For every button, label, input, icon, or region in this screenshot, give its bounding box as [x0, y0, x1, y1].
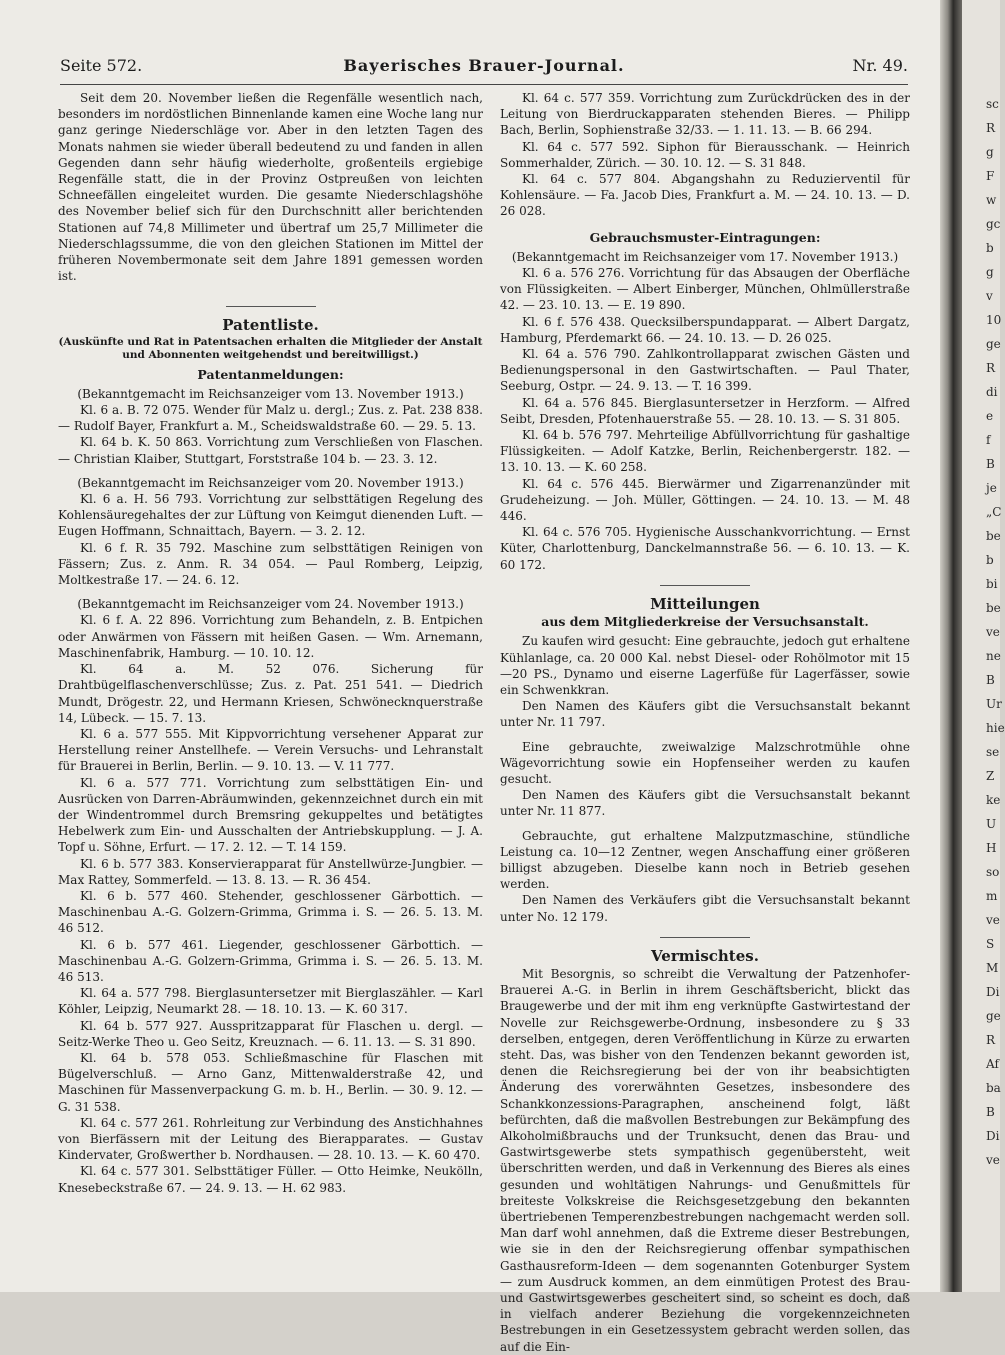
patent-entry: Kl. 64 a. M. 52 076. Sicherung für Drahtbügelflaschenverschlüsse; Zus. z. Pat. 251 541. — Diedrich Mundt, Drögestr. 22, und Hermann Kriesen, Schwönecknquerstraße 14, Lübeck. — 15. 7. 13. [58, 662, 483, 725]
adjacent-page-fragment: g [986, 145, 994, 159]
patent-entry: Kl. 64 c. 577 301. Selbsttätiger Füller. — Otto Heimke, Neukölln, Knesebeckstraße 67. — 24. 9. 13. — H. 62 983. [58, 1164, 483, 1195]
adjacent-page-fragment: ge [986, 1009, 1001, 1023]
adjacent-page-fragment: Af [986, 1057, 999, 1071]
adjacent-page-fragment: w [986, 193, 997, 207]
patent-entry: Kl. 64 b. 577 927. Ausspritzapparat für Flaschen u. dergl. — Seitz-Werke Theo u. Geo Seitz, Kreuznach. — 6. 11. 13. — S. 31 890. [58, 1018, 483, 1049]
adjacent-page-fragment: B [986, 673, 995, 687]
adjacent-page-fragment: f [986, 433, 991, 447]
book-gutter [940, 0, 962, 1292]
utility-model-entry: Kl. 64 c. 576 445. Bierwärmer und Zigarrenanzünder mit Grudeheizung. — Joh. Müller, Göttingen. — 24. 10. 13. — M. 48 446. [500, 476, 910, 524]
announcement-paragraph: Eine gebrauchte, zweiwalzige Malzschrotmühle ohne Wägevorrichtung sowie ein Hopfenseiher werden zu kaufen gesucht. [500, 739, 910, 786]
adjacent-page-fragment: b [986, 553, 994, 567]
utility-model-entry: Kl. 6 a. 576 276. Vorrichtung für das Absaugen der Oberfläche von Flüssigkeiten. — Albert Einberger, München, Ohlmüllerstraße 42. — 23. 10. 13. — E. 19 890. [500, 266, 910, 313]
patent-list-heading: Patentliste. [222, 316, 319, 335]
section-divider [660, 937, 750, 938]
patent-entry: Kl. 64 b. K. 50 863. Vorrichtung zum Verschließen von Flaschen. — Christian Klaiber, Stuttgart, Forststraße 104 b. — 23. 3. 12. [58, 435, 483, 466]
section-divider [226, 306, 316, 307]
adjacent-page-fragment: B [986, 457, 995, 471]
adjacent-page-edge [962, 0, 1005, 1292]
adjacent-page-fragment: be [986, 601, 1001, 615]
patent-entry: Kl. 6 f. A. 22 896. Vorrichtung zum Behandeln, z. B. Entpichen oder Anwärmen von Fässern mit heißen Gasen. — Wm. Arnemann, Maschinenfabrik, Hamburg. — 10. 10. 12. [58, 613, 483, 660]
issue-number: Nr. 49. [852, 56, 908, 75]
adjacent-page-fragment: e [986, 409, 994, 423]
announcements-subheading: aus dem Mitgliederkreise der Versuchsanstalt. [541, 614, 869, 630]
patent-list-note: (Auskünfte und Rat in Patentsachen erhalten die Mitglieder der Anstalt und Abonnenten weitgehendst und bereitwilligst.) [58, 335, 483, 362]
patent-entry: Kl. 6 a. B. 72 075. Wender für Malz u. dergl.; Zus. z. Pat. 238 838. — Rudolf Bayer, Frankfurt a. M., Scheidswaldstraße 60. — 29. 5. 13. [58, 403, 483, 434]
adjacent-page-fragment: ve [986, 1153, 1000, 1167]
adjacent-page-fragment: b [986, 241, 994, 255]
patent-entry: Kl. 64 c. 577 592. Siphon für Bierausschank. — Heinrich Sommerhalder, Zürich. — 30. 10. 12. — S. 31 848. [500, 139, 910, 170]
adjacent-page-fragment: ve [986, 913, 1000, 927]
adjacent-page-fragment: R [986, 121, 996, 135]
adjacent-page-fragment: Di [986, 1129, 1000, 1143]
adjacent-page-fragment: di [986, 385, 998, 399]
adjacent-page-fragment: ne [986, 649, 1001, 663]
patent-entry: Kl. 64 b. 578 053. Schließmaschine für Flaschen mit Bügelverschluß. — Arno Ganz, Mittenwalderstraße 42, und Maschinen für Massenverpackung G. m. b. H., Berlin. — 30. 9. 12. — G. 31 538. [58, 1050, 483, 1114]
adjacent-page-fragment: R [986, 361, 996, 375]
adjacent-page-fragment: v [986, 289, 993, 303]
left-column [58, 90, 483, 1196]
adjacent-page-fragment: so [986, 865, 1000, 879]
adjacent-page-fragment: je [986, 481, 997, 495]
announcement-paragraph: Den Namen des Käufers gibt die Versuchsanstalt bekannt unter Nr. 11 877. [500, 788, 910, 819]
patent-entry: Kl. 6 b. 577 460. Stehender, geschlossener Gärbottich. — Maschinenbau A.-G. Golzern-Grimma, Grimma i. S. — 26. 5. 13. M. 46 512. [58, 888, 483, 936]
adjacent-page-fragment: gc [986, 217, 1001, 231]
patent-entry: Kl. 64 c. 577 261. Rohrleitung zur Verbindung des Anstichhahnes von Bierfässern mit der Leitung des Bierapparates. — Gustav Kindervater, Großwerther b. Nordhausen. — 28. 10. 13. — K. 60 470. [58, 1115, 483, 1163]
adjacent-page-fragment: bi [986, 577, 998, 591]
journal-title: Bayerisches Brauer-Journal. [343, 56, 625, 75]
page-header [60, 56, 908, 80]
utility-model-entry: Kl. 64 a. 576 845. Bierglasuntersetzer in Herzform. — Alfred Seibt, Dresden, Pfotenhauerstraße 55. — 28. 10. 13. — S. 31 805. [500, 395, 910, 426]
adjacent-page-fragment: H [986, 841, 997, 855]
adjacent-page-fragment: U [986, 817, 997, 831]
miscellaneous-paragraph: Mit Besorgnis, so schreibt die Verwaltung der Patzenhofer-Brauerei A.-G. in Berlin in ihrem Geschäftsbericht, blickt das Braugewerbe und der mit ihm eng verknüpfte Gastwirtestand der Novelle zur Reichsgewerbe-Ordnung, insbesondere zu § 33 derselben, entgegen, deren Veröffentlichung in Kürze zu erwarten steht. Das, was bisher von den Tendenzen bekannt geworden ist, denen die Reichsregierung bei der von ihr beabsichtigten Änderung des vorerwähnten Gesetzes, insbesondere des Schankkonzessions-Paragraphen, anscheinend folgt, läßt befürchten, daß die maßvollen Bestrebungen zur Bekämpfung des Alkoholmißbrauchs und der Trunksucht, denen das Brau- und Gastwirtsgewerbe stets sympathisch gegenübersteht, weit überschritten werden, und daß in Verkennung des Bieres als eines gesunden und wohltätigen Nahrungs- und Genußmittels für breiteste Volkskreise die Reichsgesetzgebung den bekannten übertriebenen Temperenzbestrebungen nachgemacht werden soll. Man darf wohl annehmen, daß die Extreme dieser Bestrebungen, wie sie in den der Reichsregierung offenbar sympathischen Gasthausreform-Ideen — dem sogenannten Gotenburger System — zum Ausdruck kommen, an dem einmütigen Protest des Brau- und Gastwirtsgewerbes gescheitert sind, so scheint es doch, daß in vielfach anderer Beziehung die vorgekennzeichneten Bestrebungen in ein Gesetzessystem gebracht werden sollen, das auf die Ein- [500, 966, 910, 1354]
adjacent-page-fragment: M [986, 961, 999, 975]
adjacent-page-fragment: ve [986, 625, 1000, 639]
adjacent-page-fragment: be [986, 529, 1001, 543]
adjacent-page-fragment: se [986, 745, 1000, 759]
utility-model-entry: Kl. 64 c. 576 705. Hygienische Ausschankvorrichtung. — Ernst Küter, Charlottenburg, Danckelmannstraße 56. — 6. 10. 13. — K. 60 172. [500, 525, 910, 572]
adjacent-page-fragment: Ur [986, 697, 1002, 711]
adjacent-page-fragment: ge [986, 337, 1001, 351]
adjacent-page-fragment: S [986, 937, 995, 951]
patent-entry: Kl. 64 c. 577 359. Vorrichtung zum Zurückdrücken des in der Leitung von Bierdruckapparaten stehenden Bieres. — Philipp Bach, Berlin, Sophienstraße 32/33. — 1. 11. 13. — B. 66 294. [500, 91, 910, 138]
adjacent-page-fragment: B [986, 1105, 995, 1119]
announcement-paragraph: Zu kaufen wird gesucht: Eine gebrauchte, jedoch gut erhaltene Kühlanlage, ca. 20 000 Kal. nebst Diesel- oder Rohölmotor mit 15—20 PS., Dynamo und eiserne Lagerfüße für Lagerfässer, sowie ein Schwenkkran. [500, 634, 910, 697]
section-divider [660, 585, 750, 586]
adjacent-page-fragment: sc [986, 97, 999, 111]
utility-model-entry: Kl. 64 b. 576 797. Mehrteilige Abfüllvorrichtung für gashaltige Flüssigkeiten. — Adolf Katzke, Berlin, Reichenbergerstr. 182. — 13. 10. 13. — K. 60 258. [500, 428, 910, 475]
patent-entry: Kl. 6 b. 577 461. Liegender, geschlossener Gärbottich. — Maschinenbau A.-G. Golzern-Grimma, Grimma i. S. — 26. 5. 13. M. 46 513. [58, 937, 483, 984]
announcements-heading: Mitteilungen [650, 594, 760, 613]
adjacent-page-fragment: R [986, 1033, 996, 1047]
patent-entry: Kl. 64 c. 577 804. Abgangshahn zu Reduzierventil für Kohlensäure. — Fa. Jacob Dies, Frankfurt a. M. — 24. 10. 13. — D. 26 028. [500, 172, 910, 219]
patent-entry: Kl. 6 f. R. 35 792. Maschine zum selbsttätigen Reinigen von Fässern; Zus. z. Anm. R. 34 054. — Paul Romberg, Leipzig, Moltkestraße 17. — 24. 6. 12. [58, 540, 483, 588]
patent-entry: Kl. 6 a. 577 771. Vorrichtung zum selbsttätigen Ein- und Ausrücken von Darren-Abräumwinden, gekennzeichnet durch ein mit der Windentrommel durch Bremsring gekuppeltes und betätigtes Hebelwerk zum Ein- und Ausschalten der Antriebskupplung. — J. A. Topf u. Söhne, Erfurt. — 17. 2. 12. — T. 14 159. [58, 775, 483, 855]
adjacent-page-fragment: „C [986, 505, 1002, 519]
adjacent-page-fragment: 10 [986, 313, 1002, 327]
patent-entry: Kl. 6 b. 577 383. Konservierapparat für Anstellwürze-Jungbier. — Max Rattey, Sommerfeld. — 13. 8. 13. — R. 36 454. [58, 856, 483, 887]
utility-models-heading: Gebrauchsmuster-Eintragungen: [589, 229, 821, 245]
adjacent-page-fragment: F [986, 169, 995, 183]
utility-model-entry: Kl. 6 f. 576 438. Quecksilberspundapparat. — Albert Dargatz, Hamburg, Pferdemarkt 66. — 24. 10. 13. — D. 26 025. [500, 314, 910, 345]
patent-entry: Kl. 64 a. 577 798. Bierglasuntersetzer mit Bierglaszähler. — Karl Köhler, Leipzig, Neumarkt 28. — 18. 10. 13. — K. 60 317. [58, 986, 483, 1017]
adjacent-page-fragment: m [986, 889, 998, 903]
announcement-paragraph: Den Namen des Käufers gibt die Versuchsanstalt bekannt unter Nr. 11 797. [500, 699, 910, 730]
adjacent-page-fragment: hie [986, 721, 1005, 735]
patent-applications-heading: Patentanmeldungen: [197, 366, 344, 382]
adjacent-page-fragment: g [986, 265, 994, 279]
patent-entry: Kl. 6 a. H. 56 793. Vorrichtung zur selbsttätigen Regelung des Kohlensäuregehaltes der zur Lüftung von Keimgut dienenden Luft. — Eugen Hoffmann, Schnaittach, Bayern. — 3. 2. 12. [58, 492, 483, 539]
announcement-date: (Bekanntgemacht im Reichsanzeiger vom 13. November 1913.) [77, 386, 464, 401]
announcement-paragraph: Den Namen des Verkäufers gibt die Versuchsanstalt bekannt unter No. 12 179. [500, 893, 910, 924]
announcement-date: (Bekanntgemacht im Reichsanzeiger vom 17. November 1913.) [511, 249, 899, 264]
patent-entry: Kl. 6 a. 577 555. Mit Kippvorrichtung versehener Apparat zur Herstellung reiner Anstellhefe. — Verein Versuchs- und Lehranstalt für Brauerei in Berlin, Berlin. — 9. 10. 13. — V. 11 777. [58, 726, 483, 774]
page-number: Seite 572. [60, 56, 143, 75]
announcement-date: (Bekanntgemacht im Reichsanzeiger vom 20. November 1913.) [77, 475, 464, 490]
announcement-date: (Bekanntgemacht im Reichsanzeiger vom 24. November 1913.) [77, 597, 464, 612]
adjacent-page-fragment: Z [986, 769, 995, 783]
weather-paragraph: Seit dem 20. November ließen die Regenfälle wesentlich nach, besonders im nordöstlichen Binnenlande kamen eine Woche lang nur ganz geringe Niederschläge vor. Aber in den letzten Tagen des Monats nahmen sie wieder überall bedeutend zu und fanden in allen Gegenden dann sehr häufig wiederholte, großenteils ergiebige Regenfälle statt, die in der Provinz Ostpreußen von leichten Schneefällen eingeleitet wurden. Die gesamte Niederschlagshöhe des November belief sich für den Durchschnitt aller berichtenden Stationen auf 74,8 Millimeter und übertraf um 25,7 Millimeter die Niederschlagssumme, die von den gleichen Stationen im Mittel der früheren Novembermonate seit dem Jahre 1891 gemessen worden ist. [58, 91, 483, 284]
adjacent-page-fragment: ke [986, 793, 1001, 807]
announcement-paragraph: Gebrauchte, gut erhaltene Malzputzmaschine, stündliche Leistung ca. 10—12 Zentner, wegen Anschaffung einer größeren billigst abzugeben. Dieselbe kann noch in Betrieb gesehen werden. [500, 828, 910, 892]
header-rule [60, 84, 908, 85]
adjacent-page-fragment: Di [986, 985, 1000, 999]
right-column [500, 90, 910, 1355]
adjacent-page-fragment: ba [986, 1081, 1001, 1095]
miscellaneous-heading: Vermischtes. [651, 946, 759, 965]
utility-model-entry: Kl. 64 a. 576 790. Zahlkontrollapparat zwischen Gästen und Bedienungspersonal in den Gastwirtschaften. — Paul Thater, Seeburg, Ostpr. — 24. 9. 13. — T. 16 399. [500, 347, 910, 394]
